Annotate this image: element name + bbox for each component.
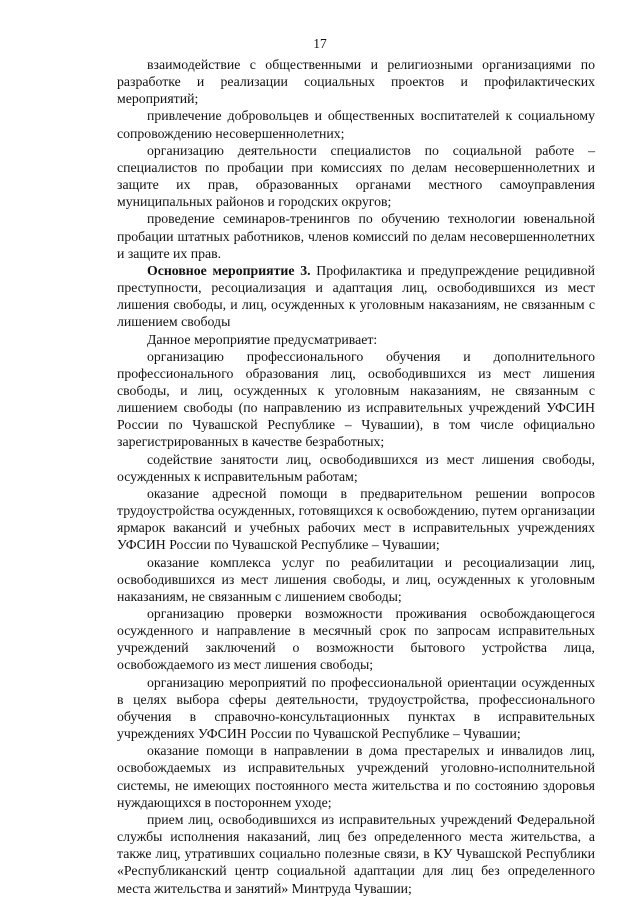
paragraph-text: проведение семинаров-тренингов по обучению технологии ювенальной пробации штатных работников, членов комиссий по делам несовершеннолетних и защите их прав. (117, 211, 595, 261)
paragraph (117, 107, 595, 141)
section-heading-bold: Основное мероприятие 3. (147, 262, 311, 278)
paragraph-text: содействие занятости лиц, освободившихся из мест лишения свободы, осужденных к исправительным работам; (117, 451, 595, 484)
paragraph-text: оказание помощи в направлении в дома престарелых и инвалидов лиц, освобождаемых из исправительных учреждений уголовно-исполнительной системы, не имеющих постоянного места жительства и по состоянию здоровья нуждающихся в постороннем уходе; (117, 743, 595, 810)
paragraph (117, 210, 595, 261)
paragraph (117, 348, 595, 451)
paragraph (117, 605, 595, 674)
paragraph (117, 554, 595, 605)
paragraph (117, 451, 595, 485)
paragraph-text: организацию деятельности специалистов по социальной работе – специалистов по пробации при комиссиях по делам несовершеннолетних и защите их прав, образованных органами местного самоуправления муниципальных районов и городских округов; (117, 142, 595, 210)
paragraph-text: оказание адресной помощи в предварительном решении вопросов трудоустройства осужденных, готовящихся к освобождению, путем организации ярмарок вакансий и учебных рабочих мест в исправительных учреждениях УФСИН России по Чувашской Республике – Чувашии; (117, 485, 595, 553)
paragraph (117, 331, 595, 348)
paragraph-text: организацию проверки возможности проживания освобождающегося осужденного и направление в месячный срок по запросам исправительных учреждений заключений о возможности бытового устройства лица, освобождаемого из мест лишения свободы; (117, 606, 595, 673)
paragraph (117, 56, 595, 107)
paragraph-text: прием лиц, освободившихся из исправительных учреждений Федеральной службы исполнения наказаний, лиц без определенного места жительства, а также лиц, утративших социально полезные связи, в КУ Чувашской Республики «Республиканский центр социальной адаптации для лиц без определенного места жительства и занятий» Минтруда Чувашии; (117, 811, 595, 896)
paragraph-text: Данное мероприятие предусматривает: (147, 331, 378, 347)
paragraph (117, 674, 595, 743)
paragraph-text: организацию профессионального обучения и дополнительного профессионального образования лиц, освободившихся из мест лишения свободы, и лиц, осужденных к уголовным наказаниям, не связанным с лишением свободы (по направлению из исправительных учреждений УФСИН России по Чувашской Республике – Чувашии), в том числе официально зарегистрированных в качестве безработных; (117, 348, 595, 450)
document-body (117, 56, 595, 897)
paragraph-text: оказание комплекса услуг по реабилитации и ресоциализации лиц, освободившихся из мест лишения свободы, и лиц, осужденных к уголовным наказаниям, не связанным с лишением свободы; (117, 554, 595, 604)
section-heading-paragraph (117, 262, 595, 331)
paragraph-text: привлечение добровольцев и общественных воспитателей к социальному сопровождению несовершеннолетних; (117, 108, 595, 141)
paragraph-text: Профилактика и предупреждение рецидивной преступности, ресоциализация и адаптация лиц, освободившихся из мест лишения свободы, и лиц, осужденных к уголовным наказаниям, не связанным с лишением свободы (117, 262, 596, 330)
paragraph (117, 485, 595, 554)
paragraph (117, 142, 595, 211)
paragraph-text: взаимодействие с общественными и религиозными организациями по разработке и реализации социальных проектов и профилактических мероприятий; (117, 57, 595, 107)
paragraph (117, 811, 595, 897)
paragraph-text: организацию мероприятий по профессиональной ориентации осужденных в целях выбора сферы деятельности, трудоустройства, профессионального обучения в справочно-консультационных пунктах в исправительных учреждениях УФСИН России по Чувашской Республике – Чувашии; (117, 674, 595, 742)
paragraph (117, 742, 595, 811)
page-number: 17 (313, 36, 327, 51)
